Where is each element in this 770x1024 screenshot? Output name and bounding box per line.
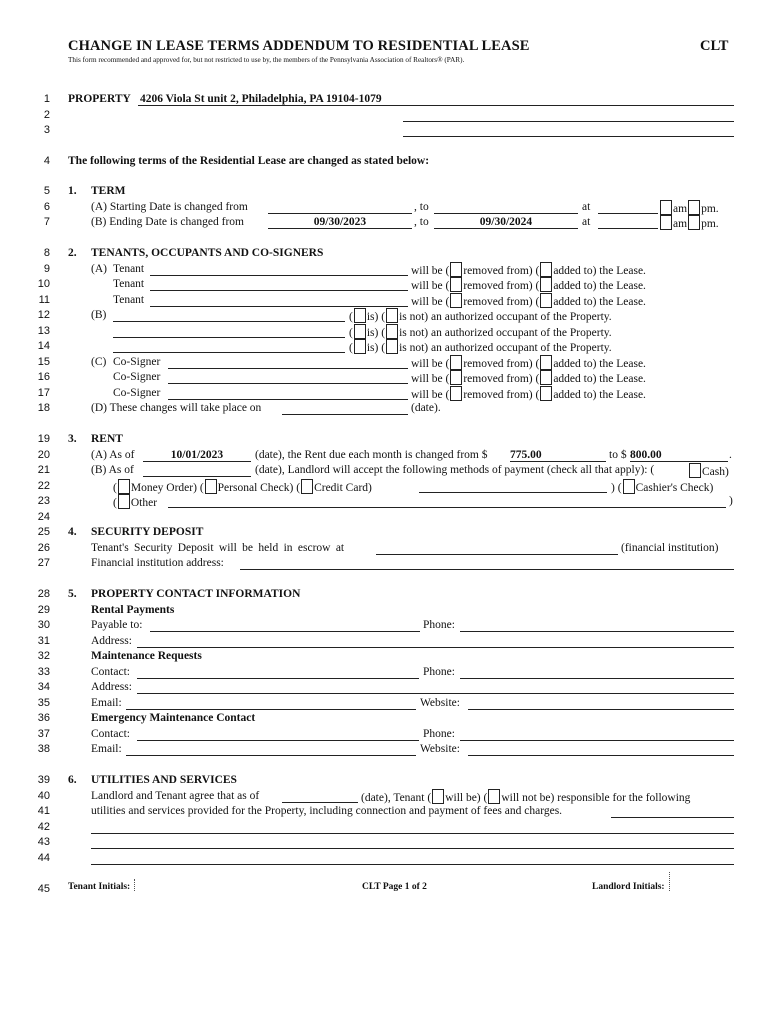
intro-text: The following terms of the Residential Lease are changed as stated below: <box>68 155 430 167</box>
am-label: am <box>673 218 688 230</box>
to-label: , to <box>414 216 429 228</box>
contact-heading: PROPERTY CONTACT INFORMATION <box>91 588 301 600</box>
line-number: 33 <box>37 666 50 678</box>
line-number: 10 <box>37 278 50 290</box>
cosigner-label: Co-Signer <box>113 356 161 368</box>
added-to-label: added to) the Lease. <box>553 389 646 401</box>
line-number: 7 <box>43 216 50 228</box>
will-be-label: will be ( <box>411 389 450 401</box>
line-number: 35 <box>37 697 50 709</box>
added-to-label: added to) the Lease. <box>553 373 646 385</box>
line-number: 22 <box>37 480 50 492</box>
line-number: 42 <box>37 821 50 833</box>
line-number: 4 <box>43 155 50 167</box>
line-number: 25 <box>37 526 50 538</box>
removed-from-label: removed from) ( <box>463 296 540 308</box>
emergency-contact-field[interactable] <box>137 727 419 741</box>
payment-date-field[interactable] <box>143 463 251 477</box>
cosigner-name-field[interactable] <box>168 386 408 400</box>
contact-label: Contact: <box>91 728 130 740</box>
paren: ) <box>729 495 733 507</box>
rent-a-prefix: (A) As of <box>91 449 135 461</box>
tenant-label: Tenant <box>113 294 145 306</box>
page-number: CLT Page 1 of 2 <box>362 882 427 892</box>
line-number: 2 <box>43 109 50 121</box>
line-number: 43 <box>37 836 50 848</box>
tenant-initials-label: Tenant Initials: <box>68 882 131 892</box>
is-label: is) ( <box>366 327 386 339</box>
line-number: 37 <box>37 728 50 740</box>
is-not-checkbox[interactable] <box>386 308 398 323</box>
cosigner-row <box>0 355 770 370</box>
maintenance-address-field[interactable] <box>137 680 734 694</box>
payment-methods-row-2 <box>0 479 770 494</box>
utilities-field-2[interactable] <box>91 820 734 834</box>
landlord-initials-label: Landlord Initials: <box>592 882 665 892</box>
occupant-name-field[interactable] <box>113 324 345 338</box>
paren: ( <box>617 482 622 494</box>
cashiers-check-checkbox[interactable] <box>623 479 635 494</box>
utilities-num: 6. <box>68 774 77 786</box>
phone-label: Phone: <box>423 619 455 631</box>
at-label: at <box>582 216 591 228</box>
rent-from-field[interactable]: 775.00 <box>510 448 606 462</box>
tenant-name-field[interactable] <box>150 293 408 307</box>
cash-label: Cash) <box>702 466 729 478</box>
line-number: 20 <box>37 449 50 461</box>
removed-from-label: removed from) ( <box>463 373 540 385</box>
period: . <box>729 449 732 461</box>
will-be-label: will be ( <box>411 373 450 385</box>
line-number: 27 <box>37 557 50 569</box>
is-not-label: is not) an authorized occupant of the Property. <box>399 327 612 339</box>
added-to-label: added to) the Lease. <box>553 358 646 370</box>
money-order-checkbox[interactable] <box>118 479 130 494</box>
starting-from-field[interactable] <box>268 200 412 214</box>
emergency-heading: Emergency Maintenance Contact <box>91 712 256 724</box>
line-number: 44 <box>37 852 50 864</box>
is-label: is) ( <box>366 311 386 323</box>
removed-from-checkbox[interactable] <box>450 262 462 277</box>
rent-to-field[interactable]: 800.00 <box>630 448 728 462</box>
tenants-heading: TENANTS, OCCUPANTS AND CO-SIGNERS <box>91 247 324 259</box>
property-line <box>0 92 770 107</box>
changes-date-label: (D) These changes will take place on <box>91 402 262 414</box>
added-to-label: added to) the Lease. <box>553 296 646 308</box>
deposit-num: 4. <box>68 526 77 538</box>
starting-date-label: (A) Starting Date is changed from <box>91 201 248 213</box>
rent-heading: RENT <box>91 433 123 445</box>
property-label: PROPERTY <box>68 93 131 105</box>
rental-payments-heading: Rental Payments <box>91 604 175 616</box>
term-num: 1. <box>68 185 77 197</box>
website-label: Website: <box>420 697 460 709</box>
paren: ( <box>349 311 353 323</box>
maintenance-contact-field[interactable] <box>137 665 419 679</box>
utilities-line1-a: Landlord and Tenant agree that as of <box>91 790 260 802</box>
occupant-row <box>0 324 770 339</box>
rent-to-label: to $ <box>609 449 627 461</box>
ending-date-label: (B) Ending Date is changed from <box>91 216 244 228</box>
added-to-checkbox[interactable] <box>540 355 552 370</box>
added-to-checkbox[interactable] <box>540 370 552 385</box>
deposit-escrow-label: Tenant's Security Deposit will be held in escrow at <box>91 542 345 554</box>
cashiers-check-label: Cashier's Check) <box>635 482 714 494</box>
occupant-name-field[interactable] <box>113 339 345 353</box>
rental-phone-field[interactable] <box>460 618 734 632</box>
maintenance-website-field[interactable] <box>468 696 734 710</box>
cosigner-row <box>0 370 770 385</box>
other-label: Other <box>130 497 158 509</box>
line-number: 19 <box>37 433 50 445</box>
pm-label: pm. <box>701 218 719 230</box>
credit-card-checkbox[interactable] <box>301 479 313 494</box>
cosigner-row <box>0 386 770 401</box>
line-number: 38 <box>37 743 50 755</box>
money-order-label: Money Order) ( <box>130 482 204 494</box>
line-number: 6 <box>43 201 50 213</box>
line-number: 24 <box>37 511 50 523</box>
line-number: 31 <box>37 635 50 647</box>
tenant-name-field[interactable] <box>150 262 408 276</box>
starting-pm-checkbox[interactable] <box>688 200 700 215</box>
website-label: Website: <box>420 743 460 755</box>
rent-num: 3. <box>68 433 77 445</box>
line-number: 30 <box>37 619 50 631</box>
added-to-checkbox[interactable] <box>540 277 552 292</box>
paren: ( <box>349 342 353 354</box>
line-number: 14 <box>37 340 50 352</box>
added-to-checkbox[interactable] <box>540 386 552 401</box>
email-label: Email: <box>91 743 122 755</box>
form-title: CHANGE IN LEASE TERMS ADDENDUM TO RESIDENTIAL LEASE <box>68 38 530 54</box>
starting-date-row <box>0 200 770 215</box>
ending-am-checkbox[interactable] <box>660 215 672 230</box>
emergency-phone-field[interactable] <box>460 727 734 741</box>
maintenance-phone-field[interactable] <box>460 665 734 679</box>
tenant-label: Tenant <box>113 263 145 275</box>
emergency-website-field[interactable] <box>468 742 734 756</box>
starting-to-field[interactable] <box>434 200 578 214</box>
line-number: 29 <box>37 604 50 616</box>
ending-pm-checkbox[interactable] <box>688 215 700 230</box>
utilities-field-3[interactable] <box>91 835 734 849</box>
tenant-initials-field[interactable] <box>134 879 136 891</box>
is-not-label: is not) an authorized occupant of the Property. <box>399 311 612 323</box>
line-number: 17 <box>37 387 50 399</box>
emergency-email-field[interactable] <box>126 742 416 756</box>
is-checkbox[interactable] <box>354 324 366 339</box>
line-number: 5 <box>43 185 50 197</box>
removed-from-checkbox[interactable] <box>450 293 462 308</box>
tenants-c-label: (C) <box>91 356 107 368</box>
property-field-2[interactable] <box>403 108 734 122</box>
removed-from-checkbox[interactable] <box>450 355 462 370</box>
other-payment-row <box>0 494 770 509</box>
property-field-3[interactable] <box>403 123 734 137</box>
added-to-checkbox[interactable] <box>540 293 552 308</box>
tenants-b-label: (B) <box>91 309 107 321</box>
form-subtitle: This form recommended and approved for, but not restricted to use by, the members of the Pennsylvania Association of Realtors® (PAR). <box>68 56 465 64</box>
cosigner-name-field[interactable] <box>168 370 408 384</box>
line-number: 41 <box>37 805 50 817</box>
institution-address-field[interactable] <box>240 556 734 570</box>
credit-card-type-field[interactable] <box>419 479 607 493</box>
added-to-label: added to) the Lease. <box>553 265 646 277</box>
line-number: 9 <box>43 263 50 275</box>
date-suffix: (date). <box>411 402 441 414</box>
line-number: 13 <box>37 325 50 337</box>
changes-date-field[interactable] <box>282 401 408 415</box>
paren: ( <box>113 482 117 494</box>
is-checkbox[interactable] <box>354 308 366 323</box>
will-be-label: will be ( <box>411 265 450 277</box>
ending-time-field[interactable] <box>598 215 658 229</box>
added-to-label: added to) the Lease. <box>553 280 646 292</box>
paren: ) <box>611 482 615 494</box>
tenant-row <box>0 262 770 277</box>
personal-check-label: Personal Check) ( <box>217 482 301 494</box>
line-number: 36 <box>37 712 50 724</box>
starting-am-checkbox[interactable] <box>660 200 672 215</box>
payable-to-label: Payable to: <box>91 619 143 631</box>
utilities-line1-b: (date), Tenant ( <box>361 792 432 804</box>
line-number: 1 <box>43 93 50 105</box>
payment-methods-row <box>0 463 770 478</box>
paren: ( <box>113 497 117 509</box>
is-checkbox[interactable] <box>354 339 366 354</box>
cash-checkbox[interactable] <box>689 463 701 478</box>
rent-effective-date-field[interactable]: 10/01/2023 <box>143 448 251 462</box>
tenants-num: 2. <box>68 247 77 259</box>
ending-date-row <box>0 215 770 230</box>
will-be-label: will be ( <box>411 296 450 308</box>
other-payment-field[interactable] <box>168 494 726 508</box>
am-label: am <box>673 203 688 215</box>
starting-time-field[interactable] <box>598 200 658 214</box>
line-number: 40 <box>37 790 50 802</box>
financial-institution-label: (financial institution) <box>621 542 719 554</box>
is-not-checkbox[interactable] <box>386 324 398 339</box>
rental-address-field[interactable] <box>137 634 734 648</box>
ending-to-field[interactable]: 09/30/2024 <box>434 215 578 229</box>
escrow-institution-field[interactable] <box>376 541 618 555</box>
rent-change-row <box>0 448 770 463</box>
will-be-label: will be) ( <box>445 792 488 804</box>
utilities-line2: utilities and services provided for the Property, including connection and payment of fees and charges. <box>91 805 563 817</box>
removed-from-checkbox[interactable] <box>450 370 462 385</box>
cosigner-label: Co-Signer <box>113 371 161 383</box>
form-code: CLT <box>700 38 729 54</box>
line-number: 18 <box>37 402 50 414</box>
will-not-be-checkbox[interactable] <box>488 789 500 804</box>
payable-to-field[interactable] <box>150 618 420 632</box>
rent-b-prefix: (B) As of <box>91 464 134 476</box>
line-number: 39 <box>37 774 50 786</box>
line-number: 23 <box>37 495 50 507</box>
added-to-checkbox[interactable] <box>540 262 552 277</box>
will-be-label: will be ( <box>411 280 450 292</box>
occupant-row <box>0 308 770 323</box>
phone-label: Phone: <box>423 666 455 678</box>
cosigner-name-field[interactable] <box>168 355 408 369</box>
term-heading: TERM <box>91 185 126 197</box>
removed-from-label: removed from) ( <box>463 265 540 277</box>
tenants-a-label: (A) <box>91 263 107 275</box>
changes-date-row <box>0 401 770 416</box>
will-be-checkbox[interactable] <box>432 789 444 804</box>
removed-from-checkbox[interactable] <box>450 277 462 292</box>
line-number: 32 <box>37 650 50 662</box>
will-be-label: will be ( <box>411 358 450 370</box>
utilities-date-field[interactable] <box>282 789 358 803</box>
pm-label: pm. <box>701 203 719 215</box>
landlord-initials-field[interactable] <box>669 872 671 891</box>
occupant-row <box>0 339 770 354</box>
contact-num: 5. <box>68 588 77 600</box>
at-label: at <box>582 201 591 213</box>
line-number: 26 <box>37 542 50 554</box>
utilities-field-1[interactable] <box>611 804 734 818</box>
address-label: Address: <box>91 635 132 647</box>
line-number: 11 <box>38 294 50 306</box>
line-number: 16 <box>37 371 50 383</box>
is-label: is) ( <box>366 342 386 354</box>
utilities-field-4[interactable] <box>91 851 734 865</box>
paren: ( <box>349 327 353 339</box>
removed-from-label: removed from) ( <box>463 280 540 292</box>
line-number: 21 <box>37 464 50 476</box>
line-number: 34 <box>37 681 50 693</box>
maintenance-email-field[interactable] <box>126 696 416 710</box>
email-label: Email: <box>91 697 122 709</box>
is-not-label: is not) an authorized occupant of the Property. <box>399 342 612 354</box>
institution-address-label: Financial institution address: <box>91 557 224 569</box>
tenant-name-field[interactable] <box>150 277 408 291</box>
is-not-checkbox[interactable] <box>386 339 398 354</box>
cosigner-label: Co-Signer <box>113 387 161 399</box>
tenant-label: Tenant <box>113 278 145 290</box>
line-number: 45 <box>37 883 50 895</box>
property-value: 4206 Viola St unit 2, Philadelphia, PA 19104-1079 <box>140 93 382 105</box>
line-number: 28 <box>37 588 50 600</box>
rent-a-mid: (date), the Rent due each month is changed from $ <box>255 449 488 461</box>
personal-check-checkbox[interactable] <box>205 479 217 494</box>
maintenance-heading: Maintenance Requests <box>91 650 202 662</box>
deposit-heading: SECURITY DEPOSIT <box>91 526 204 538</box>
removed-from-checkbox[interactable] <box>450 386 462 401</box>
line-number: 3 <box>43 124 50 136</box>
tenant-row <box>0 293 770 308</box>
tenant-row <box>0 277 770 292</box>
ending-from-field[interactable]: 09/30/2023 <box>268 215 412 229</box>
credit-card-label: Credit Card) <box>314 482 372 494</box>
will-not-be-label: will not be) responsible for the following <box>501 792 691 804</box>
line-number: 12 <box>37 309 50 321</box>
contact-label: Contact: <box>91 666 130 678</box>
removed-from-label: removed from) ( <box>463 389 540 401</box>
removed-from-label: removed from) ( <box>463 358 540 370</box>
address-label: Address: <box>91 681 132 693</box>
to-label: , to <box>414 201 429 213</box>
utilities-heading: UTILITIES AND SERVICES <box>91 774 237 786</box>
line-number: 8 <box>43 247 50 259</box>
other-checkbox[interactable] <box>118 494 130 509</box>
line-number: 15 <box>37 356 50 368</box>
phone-label: Phone: <box>423 728 455 740</box>
rent-b-mid: (date), Landlord will accept the following methods of payment (check all that apply): ( <box>255 464 655 476</box>
occupant-name-field[interactable] <box>113 308 345 322</box>
